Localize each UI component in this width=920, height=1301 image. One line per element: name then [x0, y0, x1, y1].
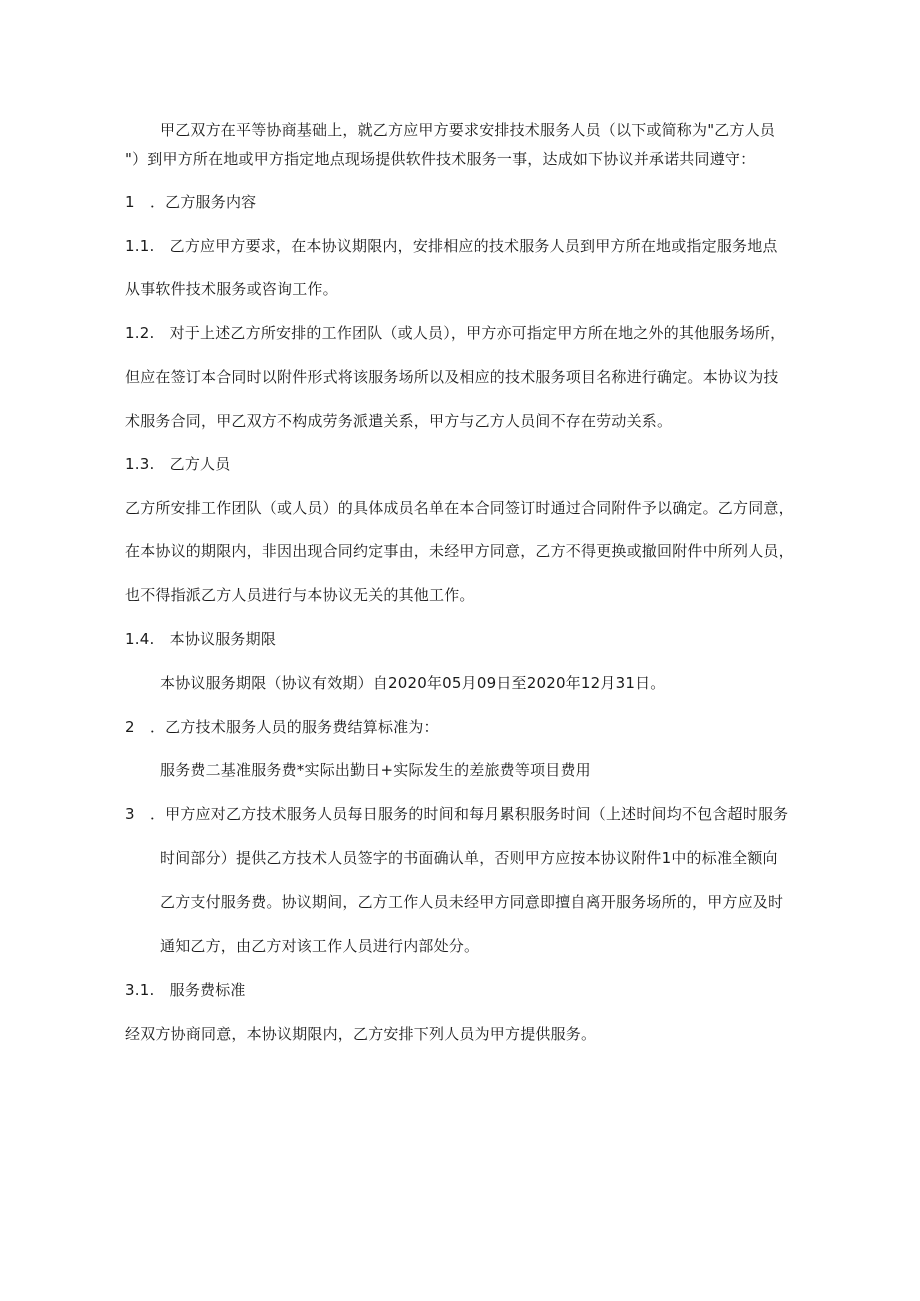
clause-1-2-line-2: 但应在签订本合同时以附件形式将该服务场所以及相应的技术服务项目名称进行确定。本协议为技: [125, 368, 779, 386]
clause-1-4-heading: 1.4. 本协议服务期限: [125, 630, 277, 648]
section-2-formula: 服务费二基准服务费*实际出勤日+实际发生的差旅费等项目费用: [160, 761, 591, 779]
clause-1-3-line-2: 在本协议的期限内，非因出现合同约定事由，未经甲方同意，乙方不得更换或撤回附件中所列人员，: [125, 542, 794, 560]
clause-1-3-line-1: 乙方所安排工作团队（或人员）的具体成员名单在本合同签订时通过合同附件予以确定。乙方同意，: [125, 499, 794, 517]
section-1-heading: 1 ．乙方服务内容: [125, 193, 257, 211]
clause-1-2-line-3: 术服务合同，甲乙双方不构成劳务派遣关系，甲方与乙方人员间不存在劳动关系。: [125, 412, 673, 430]
section-3-line-3: 乙方支付服务费。协议期间，乙方工作人员未经甲方同意即擅自离开服务场所的，甲方应及时: [160, 893, 784, 911]
clause-3-1-heading: 3.1. 服务费标准: [125, 981, 246, 999]
clause-1-3-heading: 1.3. 乙方人员: [125, 455, 231, 473]
clause-1-2-line-1: 1.2. 对于上述乙方所安排的工作团队（或人员），甲方亦可指定甲方所在地之外的其他服务场所，: [125, 324, 786, 342]
intro-line-1: 甲乙双方在平等协商基础上，就乙方应甲方要求安排技术服务人员（以下或简称为"乙方人员: [160, 121, 776, 139]
clause-1-1-line-2: 从事软件技术服务或咨询工作。: [125, 280, 338, 298]
clause-1-4-line-1: 本协议服务期限（协议有效期）自2020年05月09日至2020年12月31日。: [160, 674, 666, 692]
intro-line-2: "）到甲方所在地或甲方指定地点现场提供软件技术服务一事，达成如下协议并承诺共同遵守：: [125, 150, 756, 168]
section-3-line-1: 3 ．甲方应对乙方技术服务人员每日服务的时间和每月累积服务时间（上述时间均不包含超时服务: [125, 805, 789, 823]
section-3-line-4: 通知乙方，由乙方对该工作人员进行内部处分。: [160, 937, 480, 955]
clause-1-3-line-3: 也不得指派乙方人员进行与本协议无关的其他工作。: [125, 586, 475, 604]
clause-1-1-line-1: 1.1. 乙方应甲方要求，在本协议期限内，安排相应的技术服务人员到甲方所在地或指定服务地点: [125, 237, 778, 255]
clause-3-1-line-1: 经双方协商同意，本协议期限内，乙方安排下列人员为甲方提供服务。: [125, 1025, 597, 1043]
section-2-heading: 2 ．乙方技术服务人员的服务费结算标准为：: [125, 718, 439, 736]
section-3-line-2: 时间部分）提供乙方技术人员签字的书面确认单，否则甲方应按本协议附件1中的标准全额向: [160, 849, 778, 867]
